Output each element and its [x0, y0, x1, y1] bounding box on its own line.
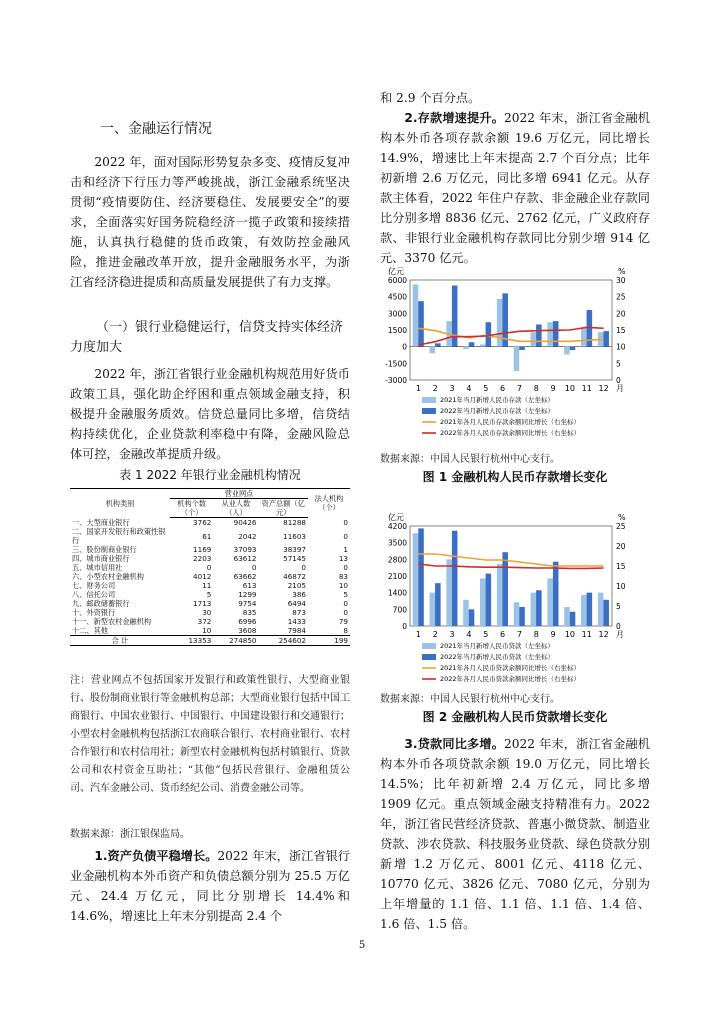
right-tick-label: 0	[616, 376, 621, 385]
page-number: 5	[358, 940, 366, 951]
right-tick-label: 30	[616, 276, 626, 285]
x-tick-label: 12	[598, 384, 609, 393]
x-tick-label: 5	[483, 630, 489, 639]
legend-label: 2021年当月新增人民币贷款（左坐标）	[440, 642, 555, 650]
table-row	[70, 581, 350, 590]
col-group-header: 营业网点	[170, 489, 308, 499]
cell-name: 六、小型农村金融机构	[72, 572, 144, 581]
cell-name: 九、邮政储蓄银行	[72, 599, 130, 608]
right-tick-label: 10	[616, 582, 626, 591]
cell-staff: 37093	[233, 545, 257, 554]
bar-2021	[581, 328, 587, 347]
cell-count: 4012	[193, 572, 212, 581]
cell-name: 五、城市信用社	[72, 563, 123, 572]
cell-staff: 9754	[238, 599, 257, 608]
cell-assets: 0	[301, 563, 306, 572]
x-unit-label: 月	[616, 630, 624, 639]
table-row	[70, 563, 350, 572]
table-caption: 表 1 2022 年银行业金融机构情况	[119, 468, 301, 482]
cell-assets: 386	[292, 590, 306, 599]
left-tick-label: 4200	[387, 522, 407, 531]
x-tick-label: 6	[500, 384, 506, 393]
cell-assets: 38397	[283, 545, 306, 554]
cell-assets: 7984	[287, 626, 306, 635]
legend-swatch	[422, 408, 436, 414]
assets-body: 2022 年末，浙江省银行业金融机构本外币资产和负债总额分别为 25.5 万亿元、24.4 万亿元，同比分别增长 14.4%和 14.6%，增速比上年末分别提高 2.4 个	[70, 849, 350, 923]
bar-2021	[531, 593, 537, 626]
cell-count: 13353	[170, 636, 213, 646]
right-tick-label: 25	[616, 292, 626, 302]
cell-count: 2203	[193, 554, 212, 563]
x-unit-label: 月	[616, 384, 624, 393]
cell-legal: 0	[343, 599, 348, 608]
line-2021	[418, 554, 603, 566]
cell-legal: 83	[338, 572, 348, 581]
col-type-header: 机构类别	[70, 489, 170, 518]
cell-assets: 81288	[283, 518, 306, 527]
cell-staff: 1299	[238, 590, 257, 599]
cell-name: 合 计	[70, 636, 170, 646]
cell-name: 一、大型商业银行	[72, 517, 130, 527]
bar-2021	[514, 602, 520, 626]
legend-label: 2022年各月人民币存款余额同比增长（右坐标）	[440, 429, 581, 437]
cell-assets: 873	[292, 608, 306, 617]
table-note: 注：营业网点不包括国家开发银行和政策性银行、大型商业银行、股份制商业银行等金融机构总部；大型商业银行包括中国工商银行、中国农业银行、中国银行、中国建设银行和交通银行；小型农村金融机构包括浙江农商联合银行、农村商业银行、农村合作银行和农村信用社；新型农村金融机构包括村镇银行、贷款公司和农村资金互助社；“其他”包括民营银行、金融租赁公司、汽车金融公司、货币经纪公司、消费金融公司等。	[70, 675, 350, 794]
cell-assets: 57145	[283, 554, 306, 563]
x-tick-label: 4	[466, 630, 472, 639]
legend-swatch	[422, 643, 436, 649]
bar-2021	[497, 564, 503, 626]
legend-label: 2021年各月人民币贷款余额同比增长（右坐标）	[440, 664, 581, 672]
left-tick-label: 1400	[387, 588, 407, 598]
bar-2022	[553, 321, 559, 347]
legend-label: 2022年各月人民币贷款余额同比增长（右坐标）	[440, 675, 581, 683]
left-tick-label: 2100	[387, 572, 407, 581]
assets-paragraph	[70, 846, 350, 926]
cell-count: 1169	[193, 545, 212, 554]
left-unit-label: 亿元	[388, 267, 404, 276]
cell-assets: 6494	[287, 599, 306, 608]
cell-staff: 63612	[233, 554, 257, 563]
bar-2022	[570, 612, 576, 626]
x-tick-label: 12	[598, 630, 609, 639]
x-tick-label: 5	[483, 384, 489, 393]
right-unit-label: %	[618, 513, 626, 522]
left-tick-label: 3500	[387, 538, 407, 548]
cell-name: 七、财务公司	[72, 581, 116, 590]
x-tick-label: 7	[516, 630, 522, 639]
cell-legal: 5	[343, 590, 348, 599]
right-tick-label: 20	[616, 542, 626, 551]
bar-2021	[581, 595, 587, 626]
cell-legal: 13	[338, 554, 348, 563]
left-tick-label: 3000	[387, 309, 407, 319]
deposit-paragraph	[380, 108, 650, 268]
cell-count: 1713	[193, 599, 212, 608]
cell-count: 372	[197, 617, 212, 626]
right-tick-label: 20	[616, 309, 626, 319]
cell-assets: 46872	[283, 572, 306, 581]
cell-legal: 79	[338, 617, 348, 626]
cell-legal: 199	[308, 636, 350, 646]
bar-2022	[570, 347, 576, 350]
x-tick-label: 9	[550, 384, 556, 393]
bar-2021	[480, 344, 486, 346]
x-tick-label: 2	[432, 384, 438, 393]
loan-body: 2022 年末，浙江省金融机构本外币各项贷款余额 19.0 万亿元，同比增长 14.5%；比年初新增 2.4 万亿元，同比多增 1909 亿元。重点领域金融支持精准有力。2022 年，浙江省民营经济贷款、普惠小微贷款、制造业贷款、涉农贷款、科技服务业贷款、绿色贷款分别新增 1.2 万亿元、8001 亿元、4118 亿元、10770 亿元、3826 亿元、7080 亿元，分别为上年增量的 1.1 倍、1.1 倍、1.1 倍、1.4 倍、1.6 倍、1.5 倍。	[380, 737, 650, 931]
cell-assets: 254602	[259, 636, 309, 646]
bar-2022	[469, 609, 475, 626]
cell-staff: 0	[251, 563, 257, 572]
cell-count: 0	[206, 563, 212, 572]
right-tick-label: 5	[616, 602, 621, 611]
left-tick-label: 2800	[387, 555, 407, 565]
table-row	[70, 599, 350, 608]
cell-assets: 1433	[287, 617, 306, 626]
table-row	[70, 608, 350, 617]
cell-count: 30	[202, 608, 212, 617]
cell-legal: 0	[343, 517, 348, 527]
cell-staff: 274850	[213, 636, 258, 646]
bar-2021	[480, 578, 486, 626]
cell-legal: 0	[343, 531, 348, 541]
cell-count: 3762	[193, 518, 212, 527]
bar-2022	[603, 331, 609, 347]
right-tick-label: 10	[616, 342, 626, 352]
left-tick-label: -1500	[385, 359, 407, 369]
bar-2022	[486, 574, 492, 626]
cell-staff: 6996	[238, 617, 257, 626]
x-tick-label: 10	[564, 630, 576, 639]
cell-staff: 2042	[238, 531, 257, 541]
table-row	[70, 554, 350, 563]
bar-2022	[553, 562, 559, 626]
deposit-body: 2022 年末，浙江省金融机构本外币各项存款余额 19.6 万亿元，同比增长 14.9%，增速比上年末提高 2.7 个百分点；比年初新增 2.6 万亿元，同比多增 6941 亿元。从存款主体看，2022 年住户存款、非金融企业存款同比分别多增 8836 亿元、2762 亿元，广义政府存款、非银行业金融机构存款同比分别少增 914 亿元、3370 亿元。	[380, 111, 650, 265]
legend-label: 2021年当月新增人民币存款（左坐标）	[440, 396, 555, 404]
x-tick-label: 3	[449, 630, 455, 639]
chart1-source: 数据来源：中国人民银行杭州中心支行。	[380, 454, 560, 465]
bar-2021	[564, 347, 570, 355]
col-staff-header: 从业人数（人）	[213, 499, 258, 518]
bar-2021	[463, 600, 469, 626]
cell-name: 三、股份制商业银行	[72, 545, 137, 554]
cell-name: 十、外资银行	[72, 608, 116, 617]
legend-label: 2022年当月新增人民币贷款（左坐标）	[440, 653, 555, 661]
left-unit-label: 亿元	[388, 513, 404, 522]
bar-2021	[413, 284, 419, 346]
bar-2021	[531, 332, 537, 346]
bar-2021	[598, 593, 604, 626]
bar-2022	[587, 593, 593, 626]
x-tick-label: 11	[581, 384, 592, 393]
cell-staff: 90426	[233, 518, 257, 527]
bar-2021	[514, 347, 520, 371]
x-tick-label: 9	[550, 630, 556, 639]
legend-swatch	[422, 654, 436, 660]
x-tick-label: 4	[466, 384, 472, 393]
left-tick-label: 6000	[387, 276, 407, 285]
bar-2022	[418, 301, 424, 347]
bar-2022	[519, 607, 525, 626]
cell-legal: 10	[338, 581, 348, 590]
table-row	[70, 626, 350, 636]
assets-continuation: 和 2.9 个百分点。	[380, 91, 481, 105]
cell-name: 八、信托公司	[72, 590, 116, 599]
x-tick-label: 1	[415, 384, 421, 393]
cell-count: 10	[202, 626, 212, 635]
bar-2021	[463, 347, 469, 349]
deposit-lead: 2.存款增速提升。	[404, 111, 505, 125]
col-count-header: 机构个数（个）	[170, 499, 213, 518]
bar-2021	[413, 533, 419, 626]
cell-legal: 8	[343, 626, 348, 635]
loan-paragraph	[380, 734, 650, 934]
x-tick-label: 1	[415, 630, 421, 639]
table-total-row	[70, 636, 350, 646]
bar-2022	[435, 583, 441, 626]
assets-lead: 1.资产负债平稳增长。	[94, 849, 218, 863]
left-tick-label: 1500	[387, 326, 407, 335]
cell-staff: 835	[242, 608, 257, 617]
bar-2022	[486, 322, 492, 346]
cell-assets: 2105	[287, 581, 306, 590]
bar-2022	[469, 342, 475, 346]
subsection-heading: （一）银行业稳健运行，信贷支持实体经济力度加大	[70, 320, 344, 355]
chart1-title: 图 1 金融机构人民币存款增长变化	[422, 470, 608, 484]
right-tick-label: 25	[616, 522, 626, 531]
right-tick-label: 5	[616, 359, 621, 369]
bar-2021	[564, 607, 570, 626]
loan-lead: 3.贷款同比多增。	[404, 737, 505, 751]
legend-label: 2022年当月新增人民币存款（左坐标）	[440, 407, 555, 415]
col-assets-header: 资产总额（亿元）	[259, 499, 309, 518]
table-row	[70, 518, 350, 528]
cell-legal: 0	[343, 608, 348, 617]
bar-2021	[547, 322, 553, 346]
x-tick-label: 8	[533, 384, 539, 393]
cell-legal: 0	[343, 563, 348, 572]
legend-label: 2021年各月人民币存款余额同比增长（右坐标）	[440, 418, 581, 426]
left-tick-label: -3000	[385, 376, 407, 385]
bar-2022	[435, 343, 441, 346]
bar-2022	[502, 552, 508, 626]
bar-2021	[547, 578, 553, 626]
cell-staff: 613	[242, 581, 257, 590]
chart2-source: 数据来源：中国人民银行杭州中心支行。	[380, 694, 560, 705]
left-tick-label: 0	[402, 342, 407, 352]
cell-staff: 3608	[238, 626, 257, 635]
cell-staff: 63662	[233, 572, 257, 581]
cell-name: 二、国家开发银行和政策性银行	[72, 527, 166, 545]
bar-2022	[536, 590, 542, 626]
cell-name: 十一、新型农村金融机构	[72, 617, 152, 626]
legend-swatch	[422, 397, 436, 403]
table-row	[70, 527, 350, 545]
right-unit-label: %	[618, 267, 626, 276]
cell-count: 5	[206, 590, 212, 599]
banking-paragraph: 2022 年，浙江省银行业金融机构规范用好货币政策工具，强化助企纾困和重点领域金融支持，积极提升金融服务质效。信贷总量同比多增，信贷结构持续优化，企业贷款利率稳中有降，金融风险总体可控，金融改革提质升级。	[70, 367, 350, 461]
table-row	[70, 545, 350, 554]
table-row	[70, 572, 350, 581]
bar-2022	[603, 600, 609, 626]
bar-2022	[418, 528, 424, 626]
cell-count: 61	[202, 531, 212, 541]
cell-assets: 11603	[283, 531, 306, 541]
x-tick-label: 6	[500, 630, 506, 639]
bank-table	[70, 488, 350, 646]
right-tick-label: 0	[616, 622, 621, 631]
bar-2022	[452, 286, 458, 347]
bar-2021	[430, 347, 436, 354]
x-tick-label: 10	[564, 384, 576, 393]
x-tick-label: 7	[516, 384, 522, 393]
bar-2022	[452, 531, 458, 626]
table-row	[70, 617, 350, 626]
x-tick-label: 3	[449, 384, 455, 393]
line-2022	[418, 327, 603, 345]
cell-legal: 1	[343, 545, 348, 554]
col-legal-header: 法人机构（个）	[308, 489, 350, 518]
table-row	[70, 590, 350, 599]
bar-2021	[430, 593, 436, 626]
cell-name: 四、城市商业银行	[72, 554, 130, 563]
table-source: 数据来源：浙江银保监局。	[70, 829, 190, 840]
right-tick-label: 15	[616, 326, 626, 335]
bar-2021	[497, 299, 503, 347]
x-tick-label: 11	[581, 630, 592, 639]
line-2021	[418, 328, 603, 341]
intro-paragraph: 2022 年，面对国际形势复杂多变、疫情反复冲击和经济下行压力等严峻挑战，浙江金融系统坚决贯彻“疫情要防住、经济要稳住、发展要安全”的要求，全面落实好国务院稳经济一揽子政策和接续措施，认真执行稳健的货币政策，有效防控金融风险，推进金融改革开放，提升金融服务水平，为浙江省经济稳进提质和高质量发展提供了有力支撑。	[70, 155, 350, 289]
left-tick-label: 700	[392, 605, 407, 615]
bar-2021	[446, 559, 452, 626]
loan-chart	[372, 508, 656, 690]
left-tick-label: 0	[402, 622, 407, 631]
section-heading: 一、金融运行情况	[100, 121, 212, 137]
cell-name: 十二、其他	[72, 626, 108, 635]
right-tick-label: 15	[616, 562, 626, 571]
x-tick-label: 8	[533, 630, 539, 639]
bar-2022	[536, 324, 542, 346]
x-tick-label: 2	[432, 630, 438, 639]
cell-count: 11	[202, 581, 212, 590]
left-tick-label: 4500	[387, 292, 407, 302]
deposit-chart	[372, 262, 656, 444]
chart2-title: 图 2 金融机构人民币贷款增长变化	[422, 710, 608, 724]
bar-2022	[519, 347, 525, 350]
